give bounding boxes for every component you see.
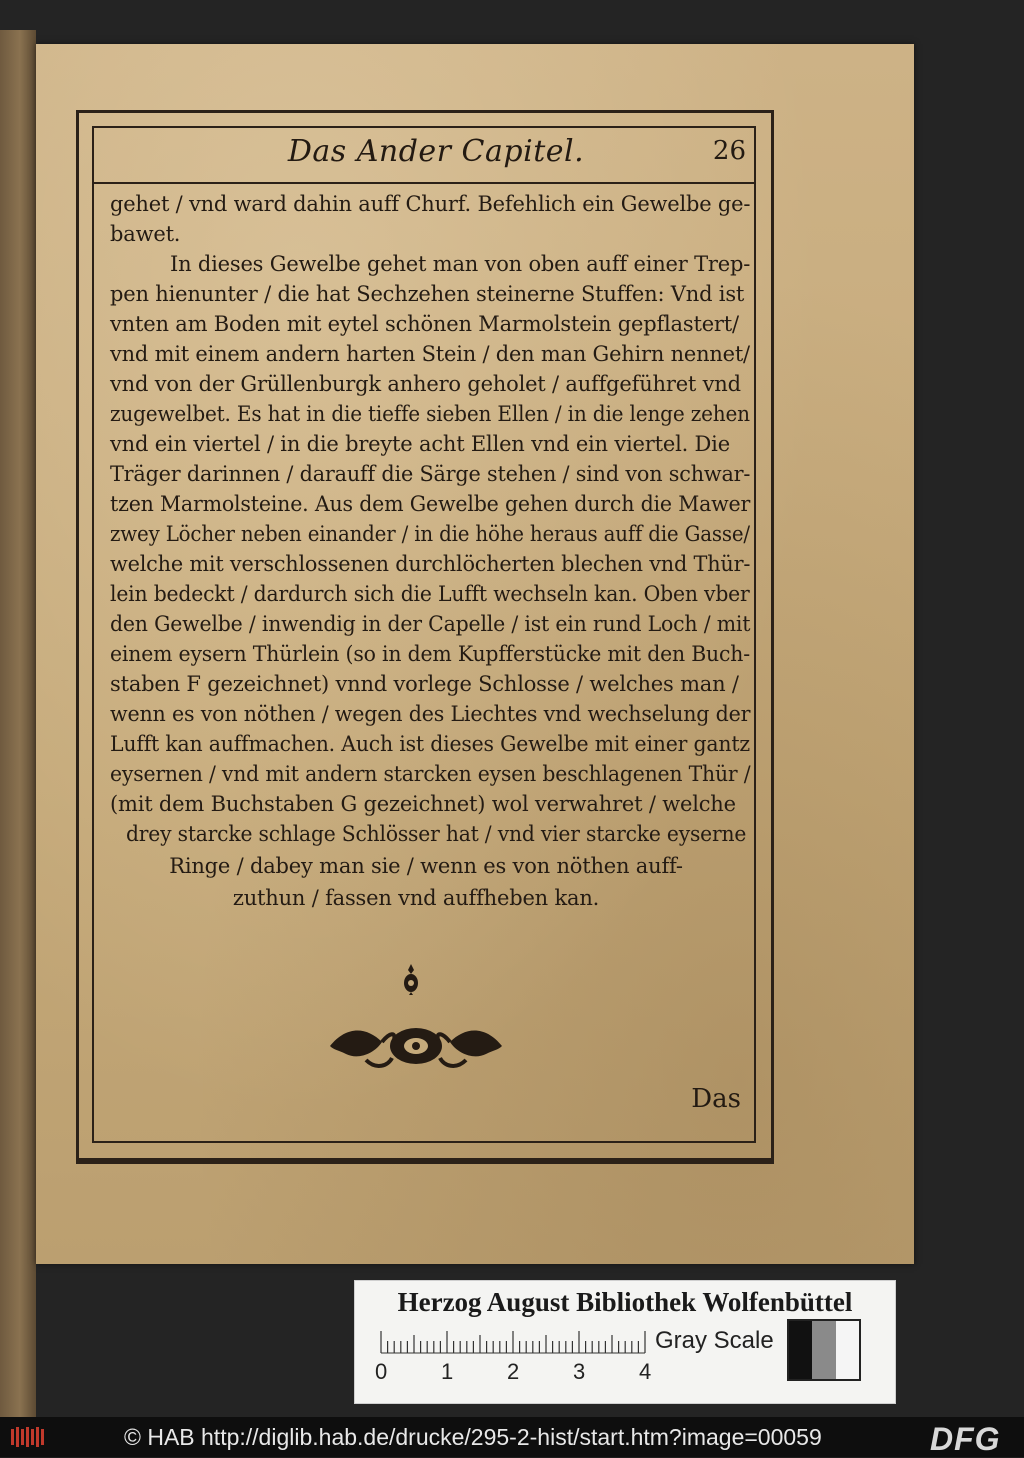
text-line: (mit dem Buchstaben G gezeichnet) wol verwahret / welche <box>110 792 736 816</box>
catchword: Das <box>691 1084 741 1114</box>
gray-scale-label: Gray Scale <box>655 1327 774 1354</box>
swatch-black <box>789 1321 812 1379</box>
text-line: Lufft kan auffmachen. Auch ist dieses Gewelbe mit einer gantz <box>110 732 750 756</box>
ruler-number: 2 <box>507 1359 520 1384</box>
dfg-logo[interactable]: DFG <box>930 1421 1001 1457</box>
text-line: vnten am Boden mit eytel schönen Marmolstein gepflastert/ <box>110 312 739 336</box>
text-line: einem eysern Thürlein (so in dem Kupfferstücke mit den Buch- <box>110 642 750 666</box>
swatch-white <box>836 1321 859 1379</box>
text-line: Ringe / dabey man sie / wenn es von nöthen auff- <box>169 854 683 878</box>
header-rule <box>92 182 754 184</box>
text-line: vnd mit einem andern harten Stein / den man Gehirn nennet/ <box>110 342 750 366</box>
text-line: gehet / vnd ward dahin auff Churf. Befehlich ein Gewelbe ge- <box>110 192 751 216</box>
text-line: staben F gezeichnet) vnnd vorlege Schlosse / welches man / <box>110 672 739 696</box>
text-line: Träger darinnen / darauff die Särge stehen / sind von schwar- <box>110 462 751 486</box>
ruler-labels <box>373 1359 653 1387</box>
text-line: vnd von der Grüllenburgk anhero geholet / auffgeführet vnd <box>110 372 741 396</box>
text-line: zuthun / fassen vnd auffheben kan. <box>232 886 600 910</box>
adjacent-page-edge <box>0 30 36 1417</box>
library-color-card <box>354 1280 896 1404</box>
text-line: wenn es von nöthen / wegen des Liechtes vnd wechselung der <box>110 702 751 726</box>
text-line: zwey Löcher neben einander / in die höhe heraus auff die Gasse/ <box>110 522 750 546</box>
page-number: 26 <box>712 136 746 166</box>
ruler-number: 1 <box>441 1359 454 1384</box>
swatch-gray <box>812 1321 835 1379</box>
text-line: welche mit verschlossenen durchlöcherten blechen vnd Thür- <box>110 552 751 576</box>
footer-bar <box>0 1417 1024 1457</box>
running-title: Das Ander Capitel. <box>287 134 585 169</box>
page-border-bottom <box>76 1161 774 1164</box>
fleuron-ornament-large <box>326 1020 506 1072</box>
ruler-number: 0 <box>375 1359 388 1384</box>
text-line: bawet. <box>110 222 181 246</box>
fleuron-ornament-small <box>400 962 422 996</box>
text-line: In dieses Gewelbe gehet man von oben auff einer Trep- <box>170 252 751 276</box>
text-line: eysernen / vnd mit andern starcken eysen beschlagenen Thür / <box>110 762 751 786</box>
book-page <box>36 44 914 1264</box>
ruler-scale <box>379 1329 649 1355</box>
text-line: drey starcke schlage Schlösser hat / vnd vier starcke eyserne <box>126 822 747 846</box>
text-line: den Gewelbe / inwendig in der Capelle / ist ein rund Loch / mit <box>110 612 751 636</box>
text-line: tzen Marmolsteine. Aus dem Gewelbe gehen durch die Mawer <box>110 492 751 516</box>
hab-logo-icon[interactable] <box>10 1425 46 1449</box>
text-line: lein bedeckt / dardurch sich die Lufft wechseln kan. Oben vber <box>110 582 750 606</box>
text-line: vnd ein viertel / in die breyte acht Ellen vnd ein viertel. Die <box>110 432 730 456</box>
source-url[interactable]: © HAB http://diglib.hab.de/drucke/295-2-hist/start.htm?image=00059 <box>124 1424 822 1450</box>
text-line: pen hienunter / die hat Sechzehen steinerne Stuffen: Vnd ist <box>110 282 745 306</box>
ruler-number: 4 <box>639 1359 652 1384</box>
ruler-number: 3 <box>573 1359 586 1384</box>
gray-scale-swatches <box>787 1319 861 1381</box>
text-line: zugewelbet. Es hat in die tieffe sieben Ellen / in die lenge zehen <box>110 402 750 426</box>
library-name: Herzog August Bibliothek Wolfenbüttel <box>397 1287 853 1317</box>
